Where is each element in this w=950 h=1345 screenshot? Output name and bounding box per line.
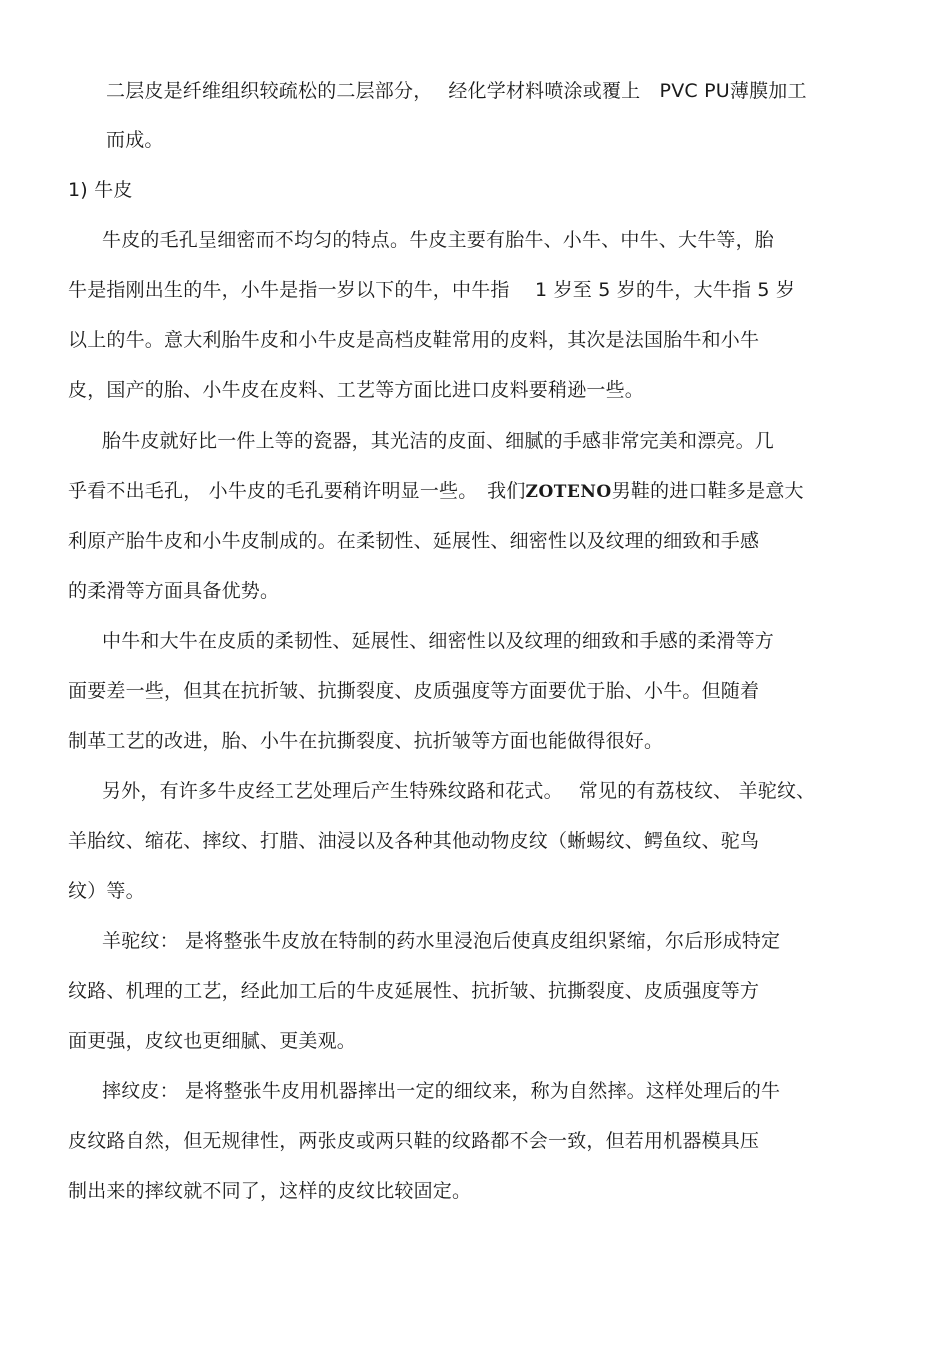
paragraph-line: 牛皮的毛孔呈细密而不均匀的特点。牛皮主要有胎牛、小牛、中牛、大牛等，胎 xyxy=(102,229,775,251)
paragraph-line: 利原产胎牛皮和小牛皮制成的。在柔韧性、延展性、细密性以及纹理的细致和手感 xyxy=(68,530,760,552)
paragraph-line: 以上的牛。意大利胎牛皮和小牛皮是高档皮鞋常用的皮料，其次是法国胎牛和小牛 xyxy=(68,329,760,351)
paragraph-line: 摔纹皮： 是将整张牛皮用机器摔出一定的细纹来，称为自然摔。这样处理后的牛 xyxy=(102,1080,781,1102)
paragraph-line: 二层皮是纤维组织较疏松的二层部分， 经化学材料喷涂或覆上 PVC PU薄膜加工 xyxy=(106,80,807,102)
paragraph-line: 羊胎纹、缩花、摔纹、打腊、油浸以及各种其他动物皮纹（蜥蜴纹、鳄鱼纹、驼鸟 xyxy=(68,830,760,852)
paragraph-line: 制革工艺的改进，胎、小牛在抗撕裂度、抗折皱等方面也能做得很好。 xyxy=(68,730,664,752)
paragraph-line: 面更强，皮纹也更细腻、更美观。 xyxy=(68,1030,357,1052)
paragraph-line: 中牛和大牛在皮质的柔韧性、延展性、细密性以及纹理的细致和手感的柔滑等方 xyxy=(102,630,775,652)
paragraph-line: 皮纹路自然，但无规律性，两张皮或两只鞋的纹路都不会一致，但若用机器模具压 xyxy=(68,1130,760,1152)
paragraph-line: 皮，国产的胎、小牛皮在皮料、工艺等方面比进口皮料要稍逊一些。 xyxy=(68,379,645,401)
paragraph-line: 而成。 xyxy=(106,129,164,151)
paragraph-line: 胎牛皮就好比一件上等的瓷器，其光洁的皮面、细腻的手感非常完美和漂亮。几 xyxy=(102,430,775,452)
paragraph-line: 面要差一些，但其在抗折皱、抗撕裂度、皮质强度等方面要优于胎、小牛。但随着 xyxy=(68,680,760,702)
brand-name: ZOTENO xyxy=(525,482,612,502)
paragraph-line: 牛是指刚出生的牛，小牛是指一岁以下的牛，中牛指 1 岁至 5 岁的牛，大牛指 5 岁 xyxy=(68,279,796,301)
paragraph-line: 的柔滑等方面具备优势。 xyxy=(68,580,280,602)
paragraph-line-text: 男鞋的进口鞋多是意大 xyxy=(611,480,804,502)
paragraph-line xyxy=(68,478,804,505)
paragraph-line: 制出来的摔纹就不同了，这样的皮纹比较固定。 xyxy=(68,1180,472,1202)
paragraph-line: 纹路、机理的工艺，经此加工后的牛皮延展性、抗折皱、抗撕裂度、皮质强度等方 xyxy=(68,980,760,1002)
paragraph-line: 羊驼纹： 是将整张牛皮放在特制的药水里浸泡后使真皮组织紧缩，尔后形成特定 xyxy=(102,930,781,952)
paragraph-line-text: 乎看不出毛孔， 小牛皮的毛孔要稍许明显一些。 我们 xyxy=(68,480,526,502)
paragraph-line: 纹）等。 xyxy=(68,880,145,902)
paragraph-line: 另外，有许多牛皮经工艺处理后产生特殊纹路和花式。 常见的有荔枝纹、 羊驼纹、 xyxy=(102,780,816,802)
section-heading: 1) 牛皮 xyxy=(68,179,133,201)
